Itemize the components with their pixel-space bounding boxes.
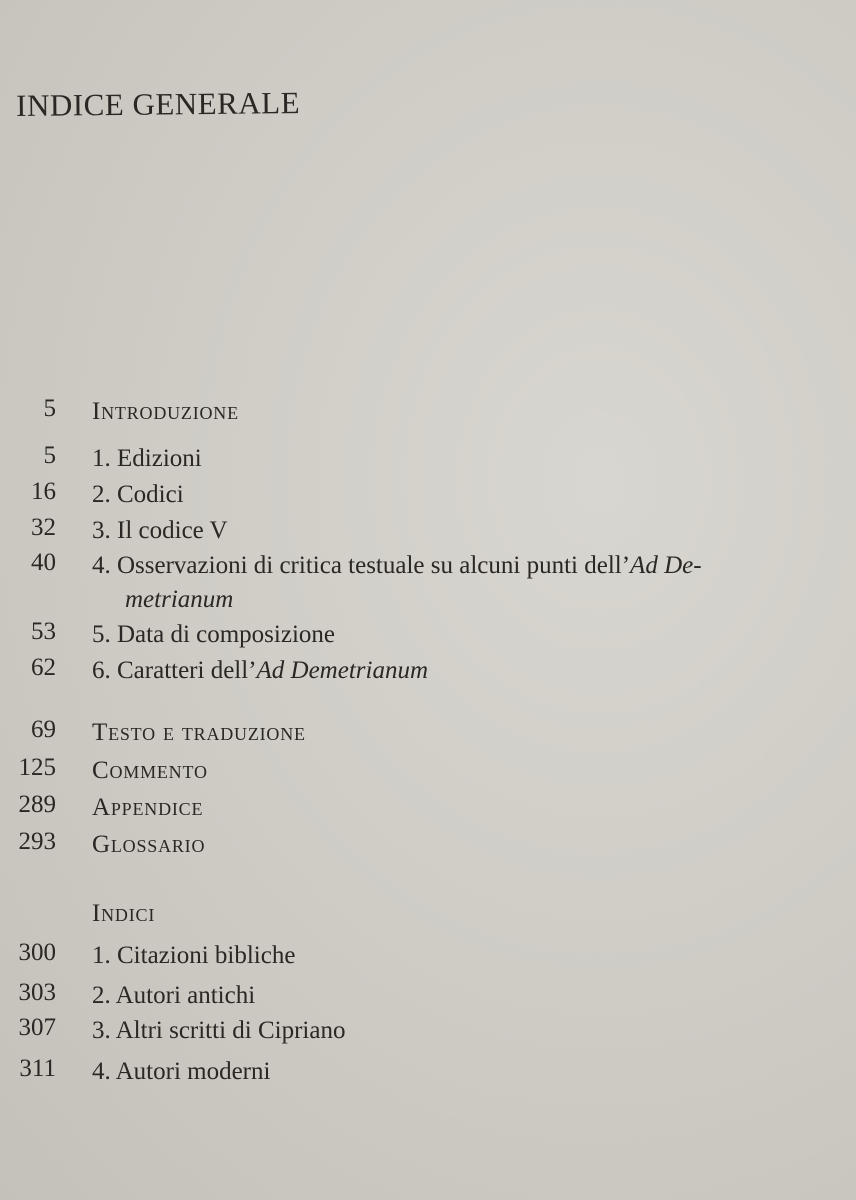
section-heading: Glossario — [92, 831, 206, 858]
page-number: 5 — [43, 395, 56, 422]
entry-label: 3. Altri scritti di Cipriano — [92, 1017, 346, 1044]
entry-label: 2. Codici — [92, 481, 184, 508]
entry-label-text: 6. Caratteri dell’ — [92, 657, 257, 684]
page-number: 125 — [18, 754, 56, 781]
entry-label-italic: Ad Demetrianum — [256, 657, 429, 684]
page-number: 289 — [18, 791, 56, 818]
page-number: 40 — [31, 549, 56, 576]
page-number: 307 — [18, 1014, 56, 1041]
entry-label: 4. Autori moderni — [92, 1058, 271, 1085]
entry-label: 1. Edizioni — [92, 445, 202, 472]
entry-label — [92, 549, 812, 617]
section-heading: Introduzione — [92, 398, 239, 425]
entry-label: 2. Autori antichi — [92, 982, 256, 1009]
page-number: 16 — [31, 478, 56, 505]
page-title: INDICE GENERALE — [16, 85, 301, 123]
section-heading: Appendice — [92, 794, 204, 821]
entry-label: 5. Data di composizione — [92, 621, 335, 648]
page-number: 300 — [18, 939, 56, 966]
page-number: 5 — [43, 442, 56, 469]
page-number: 69 — [31, 716, 56, 743]
page-number: 32 — [31, 514, 56, 541]
page-number: 303 — [18, 979, 56, 1006]
entry-label: 1. Citazioni bibliche — [92, 942, 296, 969]
page-number: 311 — [19, 1055, 56, 1082]
page-number: 53 — [31, 618, 56, 645]
entry-label-italic: Ad De- — [630, 552, 702, 579]
entry-label-text: 4. Osservazioni di critica testuale su alcuni punti dell’ — [92, 552, 631, 579]
page-number: 293 — [18, 828, 56, 855]
entry-label — [92, 654, 812, 688]
section-heading: Commento — [92, 757, 208, 784]
page-number: 62 — [31, 654, 56, 681]
entry-label: 3. Il codice V — [92, 517, 228, 544]
entry-label-italic-cont: metrianum — [125, 586, 234, 613]
section-heading: Indici — [92, 900, 156, 927]
section-heading: Testo e traduzione — [92, 719, 306, 746]
